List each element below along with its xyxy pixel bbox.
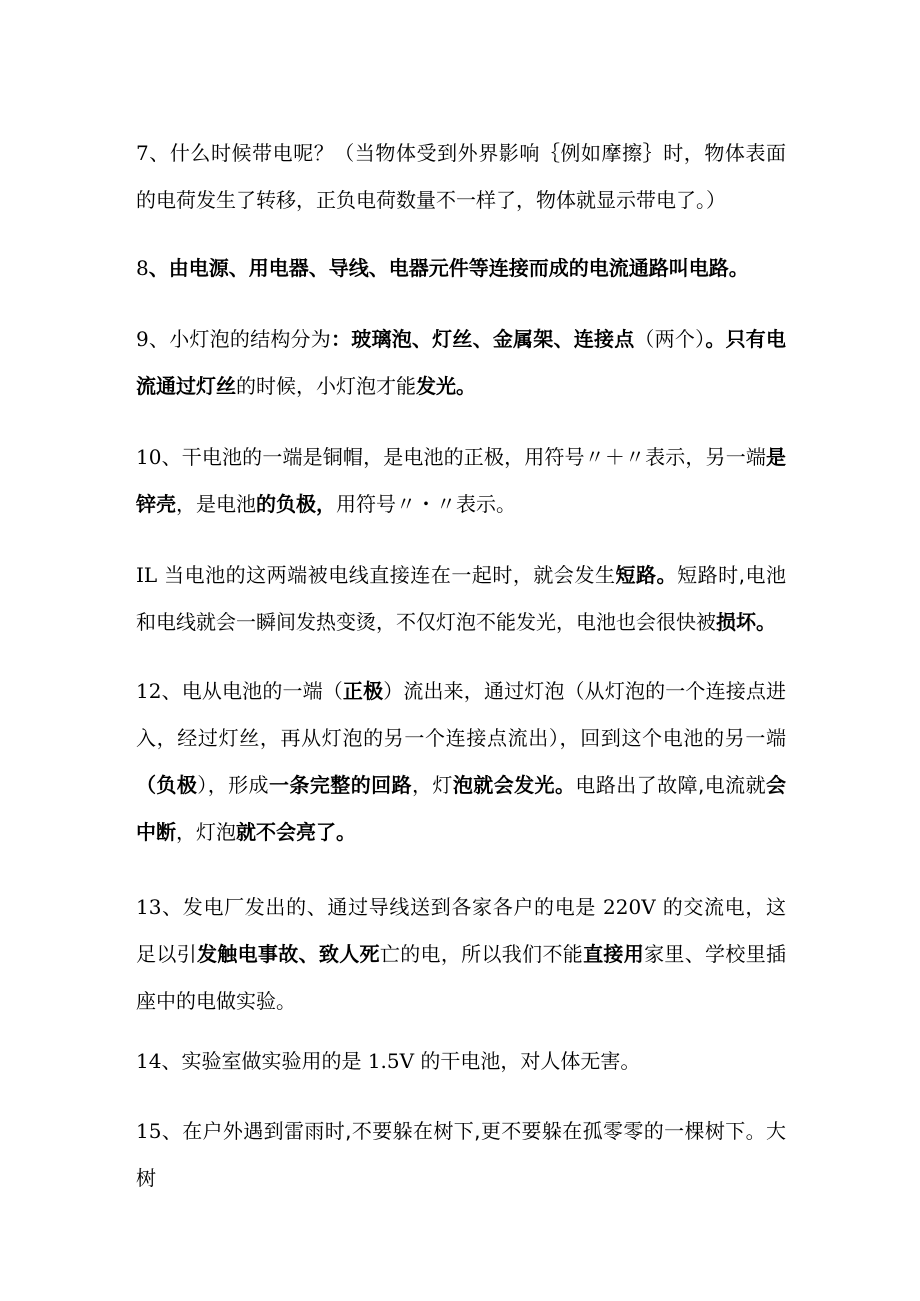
bold-text-run: 会中断: [136, 773, 787, 844]
bold-text-run: 发触电事故、致人死: [196, 942, 380, 966]
text-run: 7: [136, 141, 149, 165]
paragraph-9: [136, 316, 786, 410]
text-run: 、电从电池的一端（: [161, 679, 343, 703]
text-run: ，是电池: [176, 492, 256, 516]
bold-text-run: 、由电源、用电器、导线、电器元件等连接而成的电流通路叫电路。: [148, 256, 749, 280]
text-run: 1.5V: [367, 1049, 415, 1073]
paragraph-8: [136, 245, 786, 292]
paragraph-14: [136, 1038, 786, 1085]
bold-text-run: 短路。: [615, 563, 678, 587]
bold-text-run: （负极: [136, 773, 198, 797]
text-run: ）流出来，通过灯泡（从灯泡的一个连接点进入，经过灯丝，再从灯泡的另一个连接点流出），回到这个电池的另一端: [136, 679, 787, 750]
text-run: 13: [136, 895, 162, 919]
text-run: 10: [136, 445, 162, 469]
text-run: 家里、学校里插座中的电做实验。: [136, 942, 787, 1013]
paragraph-10: [136, 434, 786, 528]
bold-text-run: 发光。: [416, 374, 476, 398]
text-run: 电路出了故障,电流就: [575, 773, 767, 797]
paragraph-7: [136, 130, 786, 224]
text-run: 220V: [603, 895, 656, 919]
bold-text-run: 正极: [342, 679, 384, 703]
bold-text-run: 损坏。: [716, 610, 776, 634]
bold-text-run: 就不会亮了。: [236, 820, 356, 844]
text-run: ），形成: [197, 773, 269, 797]
text-run: 、小灯泡的结构分为: [148, 327, 332, 351]
bold-text-run: 。只有电流通过灯丝: [136, 327, 787, 398]
bold-text-run: 的负极，: [256, 492, 336, 516]
text-run: 的干电池，对人体无害。: [414, 1049, 641, 1073]
bold-text-run: 直接用: [583, 942, 645, 966]
text-run: 12: [136, 679, 162, 703]
text-run: 、什么时候带电呢？（当物体受到外界影响｛例如摩擦｝时，物体表面的电荷发生了转移，正负电荷数量不一样了，物体就显示带电了。）: [136, 141, 786, 212]
text-run: 、干电池的一端是铜帽，是电池的正极，用符号〃＋〃表示，另一端: [161, 445, 766, 469]
paragraph-13: [136, 884, 786, 1025]
text-run: 用符号〃・〃表示。: [336, 492, 516, 516]
paragraph-11: [136, 552, 786, 646]
text-run: （两个）: [634, 327, 706, 351]
text-run: ，灯泡: [176, 820, 236, 844]
text-run: 、在户外遇到雷雨时,不要躲在树下,更不要躲在孤零零的一棵树下。大树: [136, 1119, 786, 1190]
text-run: 15: [136, 1119, 162, 1143]
text-run: 亡的电，所以我们不能: [379, 942, 584, 966]
bold-text-run: ：玻璃泡、灯丝、金属架、连接点: [331, 327, 635, 351]
text-run: 的交流电，这足以引: [136, 895, 787, 966]
text-run: 的时候，小灯泡才能: [236, 374, 416, 398]
paragraph-15: [136, 1108, 786, 1202]
bold-text-run: 一条完整的回路: [269, 773, 412, 797]
paragraph-12: [136, 668, 786, 856]
bold-text-run: 是锌壳: [136, 445, 786, 516]
text-run: IL: [136, 563, 158, 587]
text-run: 9: [136, 327, 149, 351]
text-run: 14: [136, 1049, 162, 1073]
text-run: 、实验室做实验用的是: [161, 1049, 368, 1073]
text-run: 8: [136, 256, 149, 280]
text-run: 、发电厂发出的、通过导线送到各家各户的电是: [161, 895, 604, 919]
text-run: 短路时,电池和电线就会一瞬间发热变烫，不仅灯泡不能发光，电池也会很快被: [136, 563, 787, 634]
text-run: ，灯: [411, 773, 453, 797]
bold-text-run: 泡就会发光。: [452, 773, 576, 797]
text-run: 当电池的这两端被电线直接连在一起时，就会发生: [157, 563, 616, 587]
